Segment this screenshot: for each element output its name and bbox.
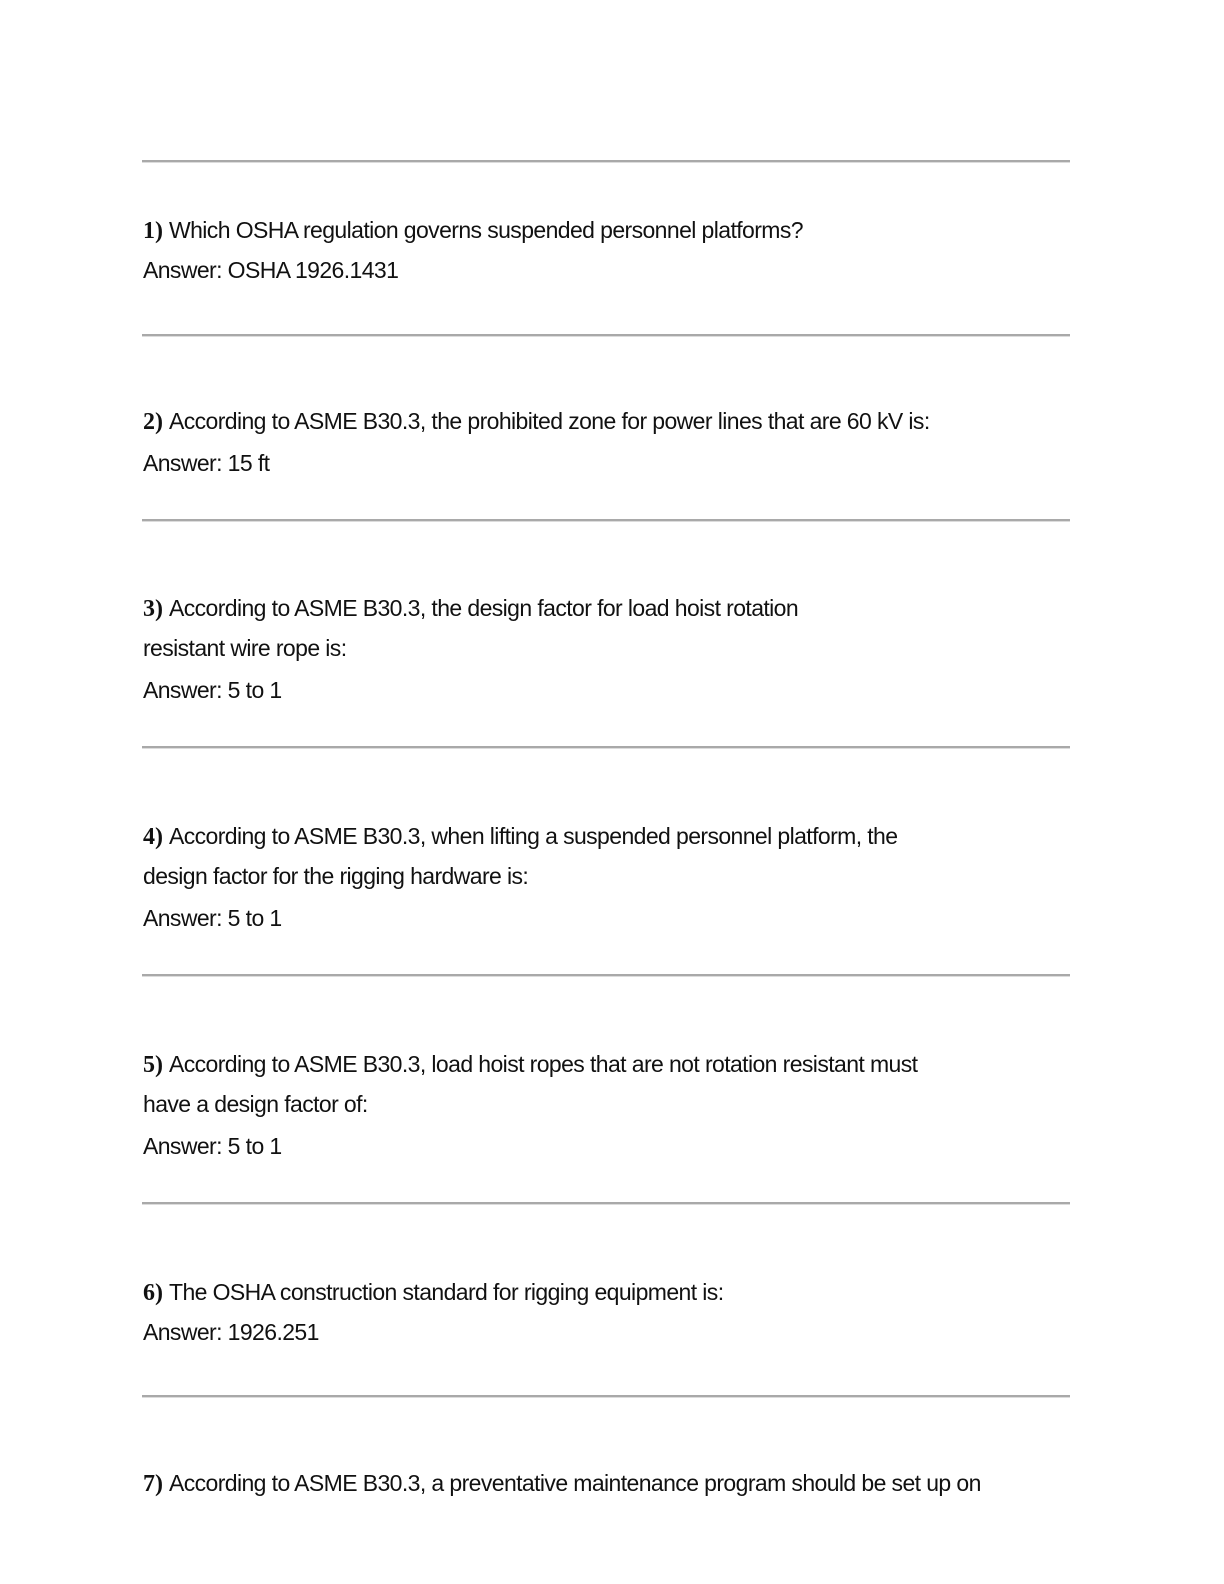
question-text: design factor for the rigging hardware is: bbox=[143, 863, 529, 889]
answer-text: Answer: 15 ft bbox=[143, 450, 270, 476]
question-number: 2) bbox=[143, 409, 163, 435]
question-text: According to ASME B30.3, the design factor for load hoist rotation bbox=[169, 595, 799, 621]
answer-text: Answer: 5 to 1 bbox=[143, 677, 282, 703]
question-text-line bbox=[143, 1044, 1063, 1084]
divider bbox=[142, 1395, 1070, 1398]
question-text-line bbox=[143, 210, 1063, 250]
divider bbox=[142, 519, 1070, 522]
question-text: The OSHA construction standard for rigging equipment is: bbox=[169, 1279, 724, 1305]
answer-text: Answer: OSHA 1926.1431 bbox=[143, 257, 399, 283]
question-text-line bbox=[143, 1272, 1063, 1312]
question-1 bbox=[143, 210, 1063, 290]
question-7 bbox=[143, 1463, 1063, 1503]
question-text: have a design factor of: bbox=[143, 1091, 368, 1117]
divider bbox=[142, 160, 1070, 163]
question-number: 3) bbox=[143, 596, 163, 622]
question-text: According to ASME B30.3, load hoist ropes that are not rotation resistant must bbox=[169, 1051, 918, 1077]
question-text-line bbox=[143, 588, 1063, 628]
answer-text: Answer: 5 to 1 bbox=[143, 1133, 282, 1159]
question-number: 6) bbox=[143, 1280, 163, 1306]
question-text: Which OSHA regulation governs suspended personnel platforms? bbox=[169, 217, 803, 243]
question-number: 1) bbox=[143, 218, 163, 244]
answer-text: Answer: 1926.251 bbox=[143, 1319, 319, 1345]
question-4 bbox=[143, 816, 1063, 938]
question-text: According to ASME B30.3, when lifting a suspended personnel platform, the bbox=[169, 823, 898, 849]
divider bbox=[142, 974, 1070, 977]
divider bbox=[142, 1202, 1070, 1205]
question-number: 4) bbox=[143, 824, 163, 850]
question-text: According to ASME B30.3, the prohibited zone for power lines that are 60 kV is: bbox=[169, 408, 930, 434]
question-2 bbox=[143, 401, 1063, 483]
question-text: According to ASME B30.3, a preventative maintenance program should be set up on bbox=[169, 1470, 981, 1496]
question-text-line bbox=[143, 1463, 1063, 1503]
question-6 bbox=[143, 1272, 1063, 1352]
answer-text: Answer: 5 to 1 bbox=[143, 905, 282, 931]
divider bbox=[142, 746, 1070, 749]
question-number: 5) bbox=[143, 1052, 163, 1078]
question-text-line bbox=[143, 816, 1063, 856]
divider bbox=[142, 334, 1070, 337]
question-text-line bbox=[143, 401, 1063, 441]
question-text: resistant wire rope is: bbox=[143, 635, 347, 661]
question-3 bbox=[143, 588, 1063, 710]
question-number: 7) bbox=[143, 1471, 163, 1497]
question-5 bbox=[143, 1044, 1063, 1166]
